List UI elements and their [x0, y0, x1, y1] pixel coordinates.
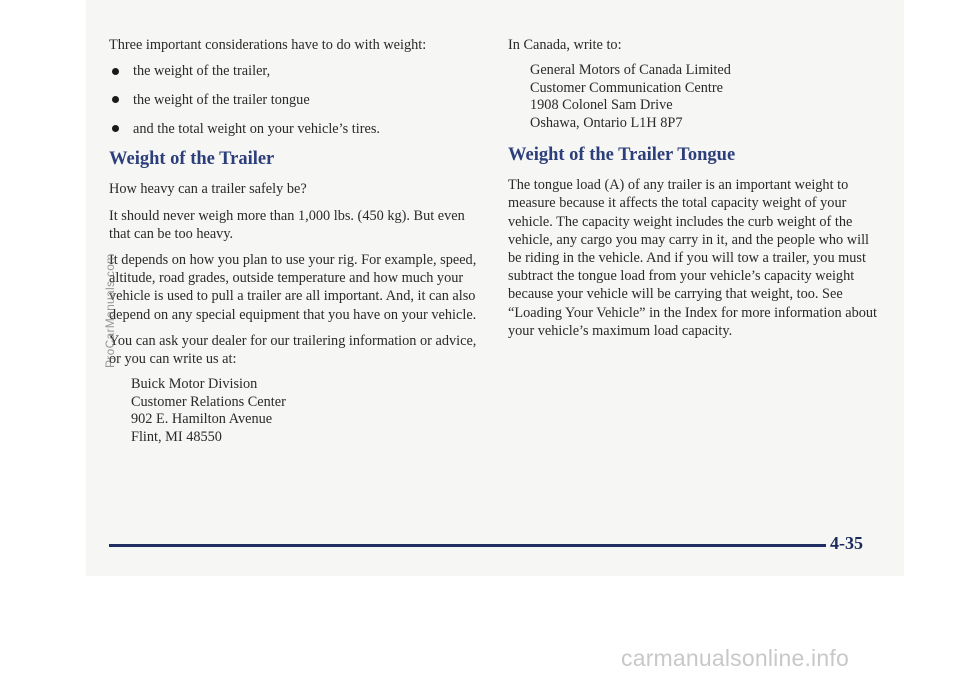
- list-item: the weight of the trailer,: [109, 62, 481, 80]
- address-line: General Motors of Canada Limited: [530, 62, 731, 79]
- address-line: Customer Relations Center: [131, 393, 286, 410]
- address-line: Buick Motor Division: [131, 376, 258, 393]
- weight-considerations-list: [109, 62, 481, 138]
- paragraph: How heavy can a trailer safely be?: [109, 181, 307, 198]
- paragraph: You can ask your dealer for our trailering information or advice, or you can write us at:: [109, 332, 477, 367]
- page-number: 4-35: [830, 533, 863, 553]
- right-column: [508, 36, 883, 348]
- paragraph: The tongue load (A) of any trailer is an important weight to measure because it affects the total capacity weight of your vehicle. The capacity weight includes the curb weight of the vehicle, any cargo you may carry in it, and the people who will be riding in the vehicle. And if you will tow a trailer, you must subtract the tongue load from your vehicle’s capacity weight because your vehicle will be carrying that weight, too. See “Loading Your Vehicle” in the Index for more information about your vehicle’s maximum load capacity.: [508, 177, 877, 339]
- section-heading-trailer-weight: Weight of the Trailer: [109, 149, 275, 170]
- left-column: [109, 36, 481, 446]
- section-heading-tongue-weight: Weight of the Trailer Tongue: [508, 145, 736, 166]
- address-line: Customer Communication Centre: [530, 79, 723, 96]
- list-item: the weight of the trailer tongue: [109, 91, 481, 109]
- weight-intro: Three important considerations have to do with weight:: [109, 37, 427, 53]
- bottom-watermark: carmanualsonline.info: [621, 645, 849, 671]
- address-line: Oshawa, Ontario L1H 8P7: [530, 114, 683, 131]
- canada-intro: In Canada, write to:: [508, 37, 622, 53]
- list-item: and the total weight on your vehicle’s tires.: [109, 120, 481, 138]
- paragraph: It depends on how you plan to use your rig. For example, speed, altitude, road grades, outside temperature and how much your vehicle is used to pull a trailer are all important. And, it can also depend on any special equipment that you have on your vehicle.: [109, 251, 477, 323]
- address-line: Flint, MI 48550: [131, 428, 222, 445]
- gm-canada-address-block: [530, 62, 883, 132]
- address-line: 902 E. Hamilton Avenue: [131, 411, 273, 428]
- footer-rule: [109, 544, 826, 547]
- address-line: 1908 Colonel Sam Drive: [530, 97, 673, 114]
- paragraph: It should never weigh more than 1,000 lbs. (450 kg). But even that can be too heavy.: [109, 207, 465, 242]
- buick-address-block: [131, 376, 481, 446]
- side-watermark: ProCarManuals.com: [103, 253, 117, 368]
